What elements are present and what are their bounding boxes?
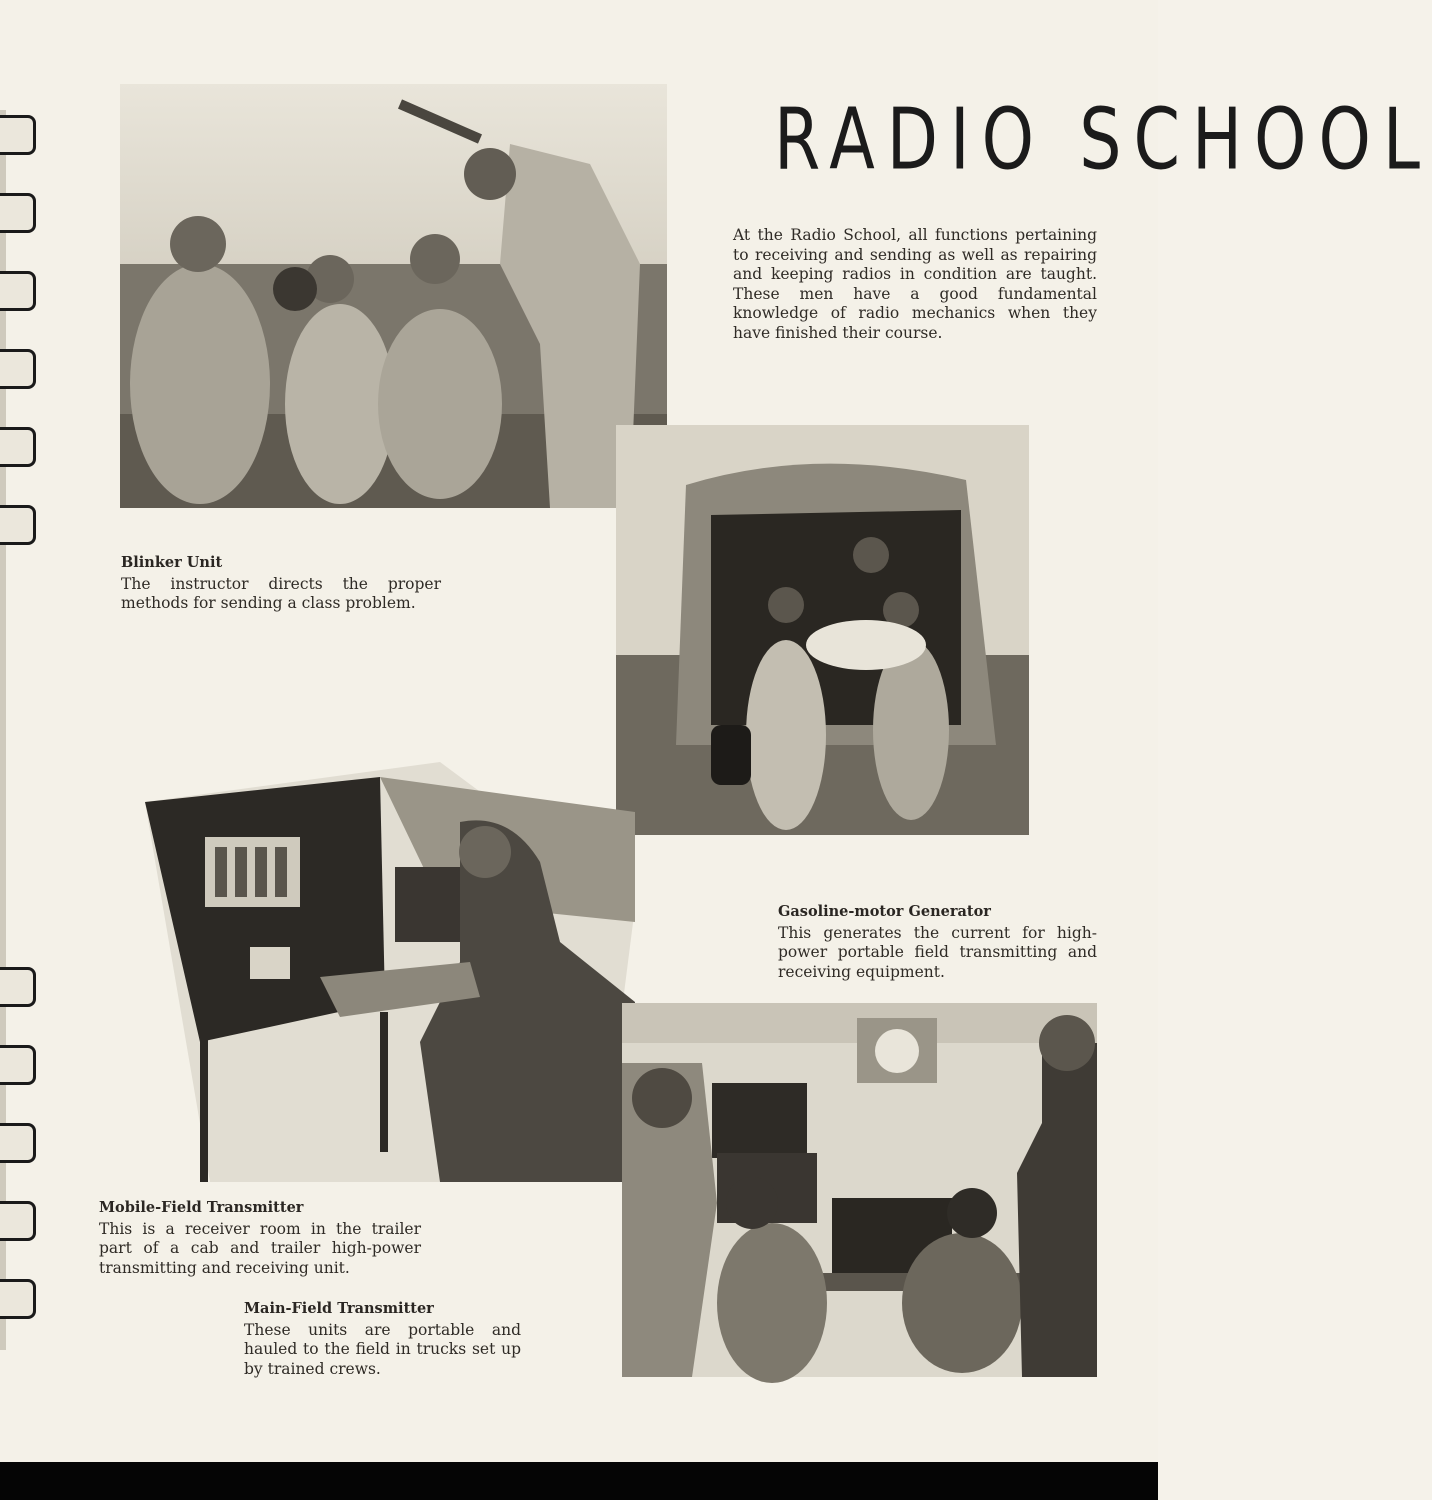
receiver-room-photo (622, 1003, 1097, 1377)
caption-title: Mobile-Field Transmitter (99, 1199, 304, 1216)
caption-text: The instructor directs the proper methods for sending a class problem. (121, 574, 441, 612)
intro-paragraph: At the Radio School, all functions pertaining to receiving and sending as well as repairing and keeping radios in condition are taught. These men have a good fundamental knowledge of radio mechanics when they have finished their course. (733, 226, 1097, 342)
caption-main-field-transmitter (244, 1299, 521, 1379)
caption-mobile-field-transmitter (99, 1198, 421, 1278)
caption-text: This generates the current for high-power portable field transmitting and receiving equipment. (778, 923, 1097, 981)
spiral-binding (0, 115, 40, 1335)
caption-blinker-unit (121, 553, 441, 614)
caption-title: Blinker Unit (121, 554, 223, 571)
caption-gasoline-motor-generator (778, 902, 1097, 982)
generator-truck-photo (616, 425, 1029, 835)
caption-title: Gasoline-motor Generator (778, 903, 991, 920)
page-title: RADIO SCHOOL (774, 90, 1432, 189)
caption-text: These units are portable and hauled to the field in trucks set up by trained crews. (244, 1320, 521, 1378)
field-transmitter-photo (140, 742, 640, 1182)
caption-text: This is a receiver room in the trailer part of a cab and trailer high-power transmitting and receiving unit. (99, 1219, 421, 1277)
caption-title: Main-Field Transmitter (244, 1300, 434, 1317)
scan-bottom-edge (0, 1462, 1158, 1500)
blinker-unit-photo (120, 84, 667, 508)
